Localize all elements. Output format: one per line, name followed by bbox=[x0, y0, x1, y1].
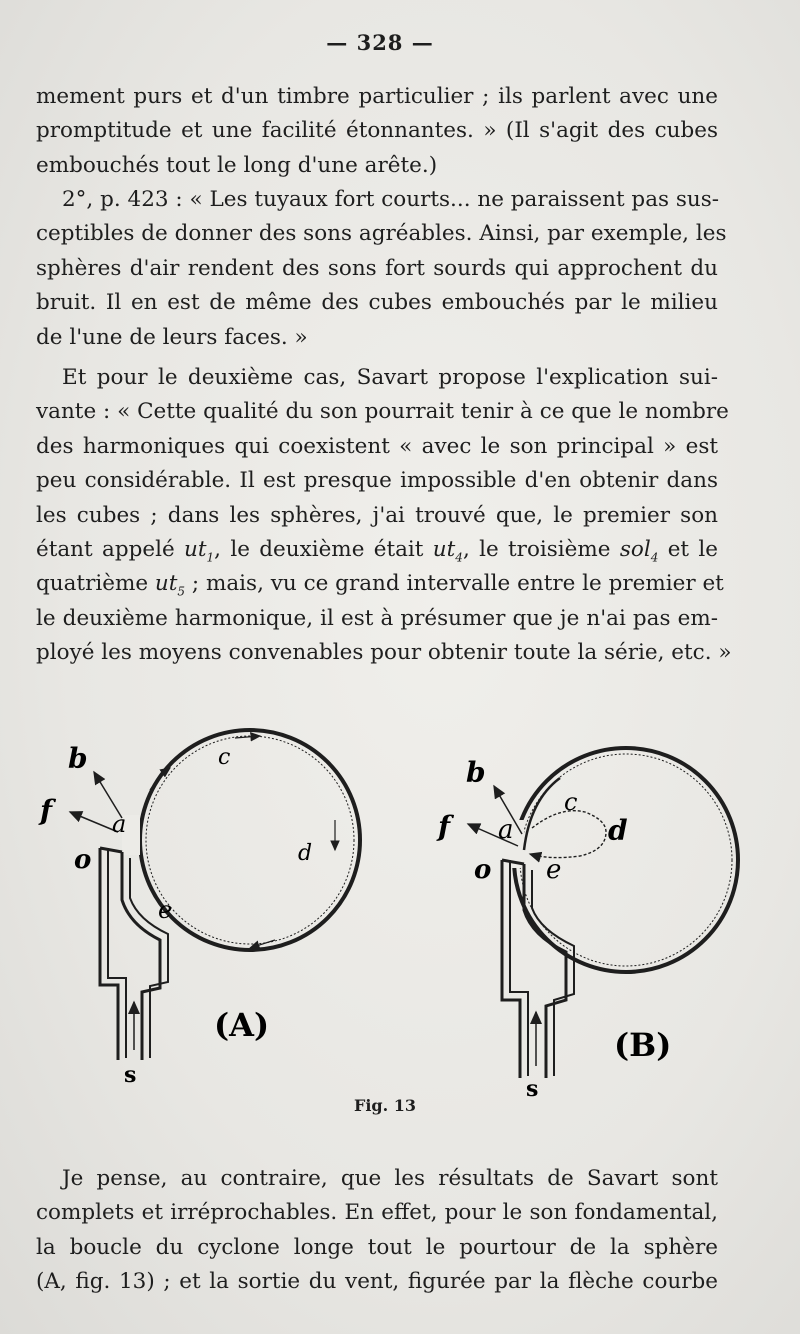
text-line: la boucle du cyclone longe tout le pourtour de la sphère bbox=[36, 1234, 718, 1260]
diagram-a bbox=[38, 730, 360, 1088]
label-b: b bbox=[68, 742, 88, 775]
label-b: b bbox=[466, 756, 486, 789]
text-line: les cubes ; dans les sphères, j'ai trouvé que, le premier son bbox=[36, 502, 718, 528]
text-fragment: et le bbox=[667, 536, 718, 562]
label-c: c bbox=[218, 745, 231, 770]
text-fragment: ; mais, vu ce grand intervalle entre le premier et bbox=[191, 571, 724, 597]
text-line: bruit. Il en est de même des cubes embouchés par le milieu bbox=[36, 290, 718, 316]
label-o: o bbox=[474, 855, 492, 885]
panel-label-a: (A) bbox=[214, 1006, 270, 1044]
text-line: promptitude et une facilité étonnantes. » (Il s'agit des cubes bbox=[36, 118, 718, 144]
label-o: o bbox=[74, 845, 92, 875]
note-name: $ut_1$ bbox=[184, 536, 215, 565]
text-line bbox=[36, 567, 724, 601]
bottom-paragraph bbox=[36, 1162, 718, 1300]
paragraph-2 bbox=[36, 183, 727, 355]
text-line: le deuxième harmonique, il est à présumer que je n'ai pas em- bbox=[36, 605, 718, 631]
label-a: a bbox=[498, 815, 514, 845]
note-name: sol$_4$ bbox=[619, 536, 659, 565]
note-name: $ut_5$ bbox=[154, 571, 186, 599]
label-f: f bbox=[40, 794, 53, 827]
text-line: (A, fig. 13) ; et la sortie du vent, figurée par la flèche courbe bbox=[36, 1269, 718, 1295]
diagram-b bbox=[436, 748, 738, 1102]
text-fragment: , le troisième bbox=[462, 536, 611, 562]
figure-13-drawing bbox=[30, 720, 750, 1110]
sphere-a bbox=[140, 730, 360, 950]
text-line: vante : « Cette qualité du son pourrait tenir à ce que le nombre bbox=[36, 399, 729, 425]
note-name: $ut_4$ bbox=[432, 536, 463, 565]
text-line bbox=[36, 533, 718, 567]
text-fragment: étant appelé bbox=[36, 536, 175, 562]
text-line: embouchés tout le long d'une arête.) bbox=[36, 152, 438, 178]
label-a: a bbox=[112, 810, 127, 838]
text-fragment: quatrième bbox=[36, 571, 149, 597]
label-d: d bbox=[298, 841, 313, 866]
label-e: e bbox=[546, 855, 562, 885]
text-line: 2°, p. 423 : « Les tuyaux fort courts... ne paraissent pas sus- bbox=[62, 187, 720, 212]
text-line: mement purs et d'un timbre particulier ; ils parlent avec une bbox=[36, 84, 718, 109]
label-c: c bbox=[564, 788, 578, 816]
label-d: d bbox=[608, 814, 628, 847]
text-line: peu considérable. Il est presque impossible d'en obtenir dans bbox=[36, 468, 718, 494]
paragraph-3 bbox=[36, 361, 732, 671]
panel-label-b: (B) bbox=[614, 1026, 672, 1064]
figure-13 bbox=[30, 720, 750, 1110]
text-line: des harmoniques qui coexistent « avec le son principal » est bbox=[36, 433, 718, 459]
label-s: s bbox=[124, 1062, 137, 1088]
text-line: Je pense, au contraire, que les résultats de Savart sont bbox=[62, 1166, 718, 1191]
sphere-a-inner bbox=[146, 736, 354, 944]
figure-caption: Fig. 13 bbox=[353, 1096, 417, 1115]
text-line: de l'une de leurs faces. » bbox=[36, 324, 308, 350]
arrow-f-a bbox=[70, 812, 118, 832]
text-line: Et pour le deuxième cas, Savart propose l'explication sui- bbox=[62, 365, 718, 390]
tube-a-right bbox=[122, 852, 160, 1060]
text-fragment: , le deuxième était bbox=[214, 536, 424, 562]
label-f: f bbox=[438, 810, 451, 843]
text-line: sphères d'air rendent des sons fort sourds qui approchent du bbox=[36, 255, 718, 281]
text-line: ceptibles de donner des sons agréables. Ainsi, par exemple, les bbox=[36, 221, 727, 247]
top-paragraph bbox=[36, 80, 718, 183]
text-line: ployé les moyens convenables pour obtenir toute la série, etc. » bbox=[36, 640, 732, 666]
tube-b-right bbox=[524, 864, 566, 1078]
page-number: — 328 — bbox=[326, 30, 434, 55]
text-line: complets et irréprochables. En effet, pour le son fondamental, bbox=[36, 1200, 718, 1226]
label-e: e bbox=[158, 896, 173, 924]
loop-b bbox=[530, 811, 606, 858]
label-s: s bbox=[526, 1076, 539, 1102]
